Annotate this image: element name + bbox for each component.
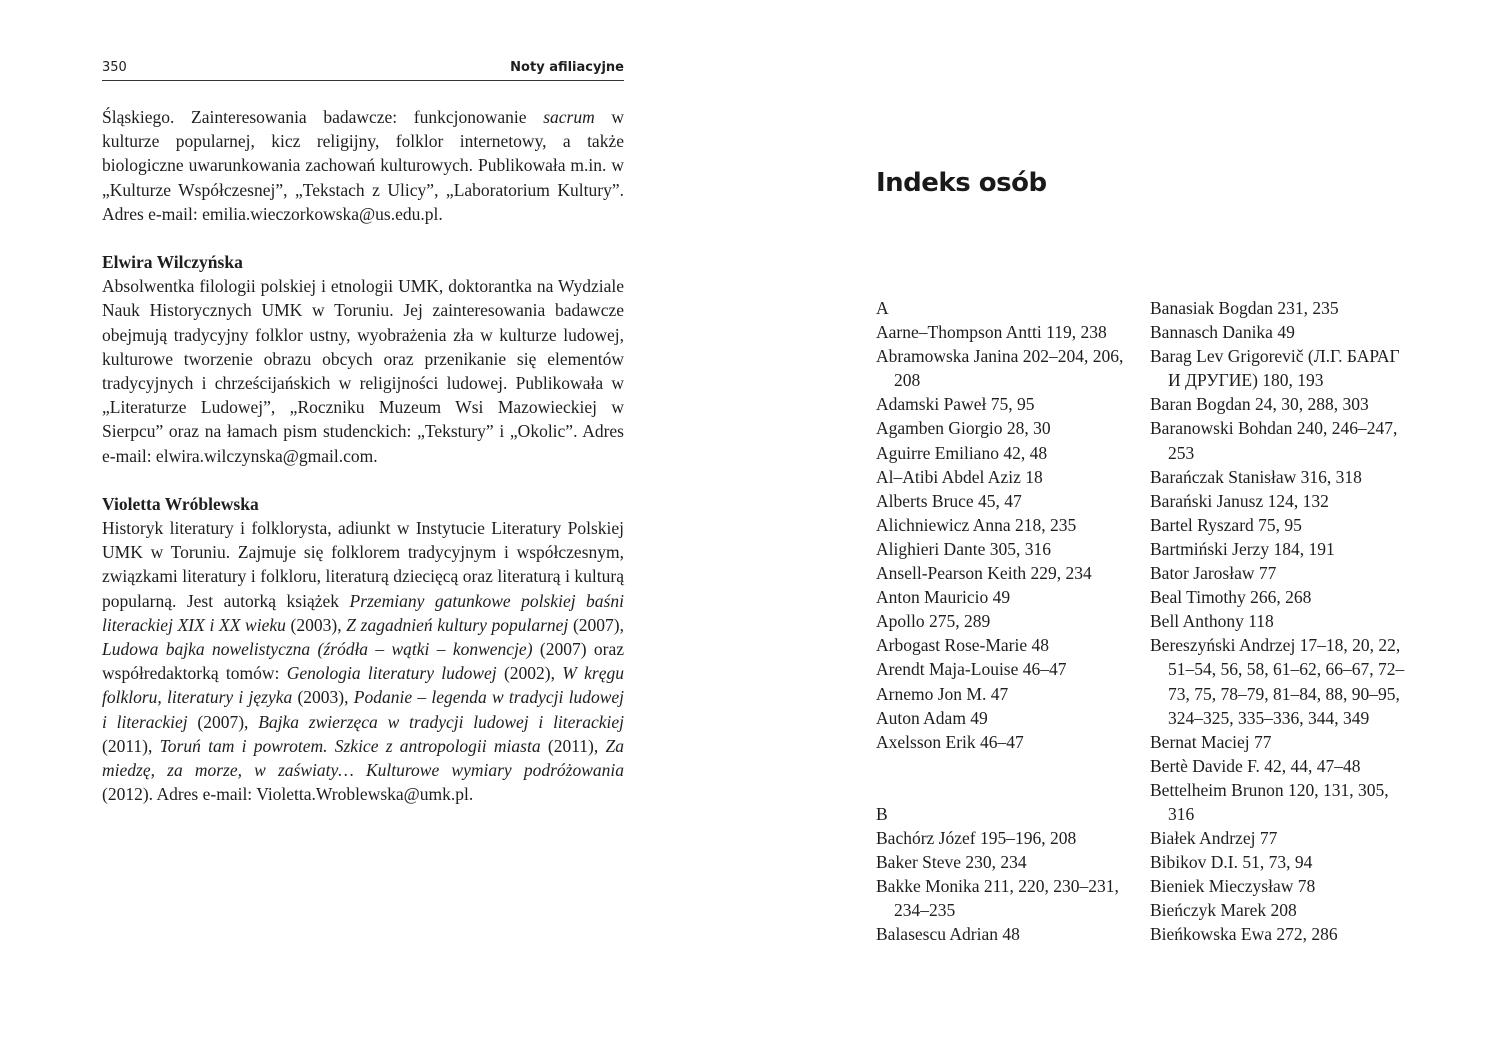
index-entry: Alichniewicz Anna 218, 235 [876, 514, 1077, 535]
index-entry: Agamben Giorgio 28, 30 [876, 418, 1051, 439]
index-entry: Axelsson Erik 46–47 [876, 731, 1024, 752]
index-letter-a: A [876, 298, 889, 318]
index-entry: Bernat Maciej 77 [1150, 731, 1272, 752]
index-entry: Balasescu Adrian 48 [876, 924, 1020, 945]
index-entry: Arnemo Jon M. 47 [876, 683, 1009, 704]
index-entry: Barańczak Stanisław 316, 318 [1150, 466, 1362, 487]
index-entry: Aguirre Emiliano 42, 48 [876, 442, 1048, 463]
index-entry: Auton Adam 49 [876, 707, 988, 728]
intro-paragraph: Śląskiego. Zainteresowania badawcze: funkcjonowanie sacrum w kulturze popularnej, kicz religijny, folklor internetowy, a także biologiczne uwarunkowania zachowań kulturowych. Publikowała m.in. w „Kulturze Współczesnej”, „Tekstach z Ulicy”, „Laboratorium Kultury”. Adres e-mail: emilia.wieczorkowska@us.edu.pl. [102, 107, 624, 224]
right-page [876, 0, 1416, 1052]
index-entry: Bettelheim Brunon 120, 131, 305, 316 [1150, 779, 1389, 824]
index-column-1 [876, 296, 1138, 946]
index-letter-b: B [876, 803, 888, 824]
index-entry: Aarne–Thompson Antti 119, 238 [876, 322, 1107, 343]
left-page [102, 58, 624, 806]
index-entry: Bakke Monika 211, 220, 230–231, 234–235 [876, 876, 1119, 921]
index-entry: Barański Janusz 124, 132 [1150, 490, 1329, 511]
index-entry: Baran Bogdan 24, 30, 288, 303 [1150, 394, 1369, 415]
index-entry: Bibikov D.I. 51, 73, 94 [1150, 852, 1313, 873]
index-entry: Bartel Ryszard 75, 95 [1150, 514, 1302, 535]
affiliation-notes [102, 105, 624, 806]
index-entry: Bannasch Danika 49 [1150, 322, 1295, 343]
index-entry: Baranowski Bohdan 240, 246–247, 253 [1150, 418, 1398, 463]
index-entry: Abramowska Janina 202–204, 206, 208 [876, 346, 1124, 391]
index-entry: Anton Mauricio 49 [876, 587, 1011, 608]
index-entry: Bell Anthony 118 [1150, 611, 1274, 632]
note-wilczynska [102, 250, 624, 468]
author-name: Elwira Wilczyńska [102, 252, 243, 273]
index-entry: Alberts Bruce 45, 47 [876, 490, 1022, 511]
author-bio: Absolwentka filologii polskiej i etnologii UMK, doktorantka na Wydziale Nauk Historycznych UMK w Toruniu. Jej zainteresowania badawcze obejmują tradycyjny folklor ustny, wyobrażenia zła w kulturze ludowej, kulturowe tworzenie obrazu obcych oraz przenikanie się elementów tradycyjnych i chrześcijańskich w religijności ludowej. Publikowała w „Literaturze Ludowej”, „Roczniku Muzeum Wsi Mazowieckiej w Sierpcu” oraz na łamach pism studenckich: „Tekstury” i „Okolic”. Adres e-mail: elwira.wilczynska@gmail.com. [102, 276, 624, 466]
index-entry: Bertè Davide F. 42, 44, 47–48 [1150, 755, 1361, 776]
letter-spacer [876, 754, 1138, 802]
index-entry: Białek Andrzej 77 [1150, 828, 1278, 849]
index-entry: Barag Lev Grigorevič (Л.Г. БАРАГ И ДРУГИЕ) 180, 193 [1150, 346, 1400, 391]
index-entry: Ansell-Pearson Keith 229, 234 [876, 563, 1092, 584]
index-entry: Arbogast Rose-Marie 48 [876, 635, 1050, 656]
index-entry: Bieńkowska Ewa 272, 286 [1150, 924, 1338, 945]
author-bio: Historyk literatury i folklorysta, adiunkt w Instytucie Literatury Polskiej UMK w Toruniu. Zajmuje się folklorem tradycyjnym i współczesnym, związkami literatury i folkloru, literaturą dziecięcą oraz literaturą i kulturą popularną. Jest autorką książek Przemiany gatunkowe polskiej baśni literackiej XIX i XX wieku (2003), Z zagadnień kultury popularnej (2007), Ludowa bajka nowelistyczna (źródła – wątki – konwencje) (2007) oraz współredaktorką tomów: Genologia literatury ludowej (2002), W kręgu folkloru, literatury i języka (2003), Podanie – legenda w tradycji ludowej i literackiej (2007), Bajka zwierzęca w tradycji ludowej i literackiej (2011), Toruń tam i powrotem. Szkice z antropologii miasta (2011), Za miedzę, za morze, w zaświaty… Kulturowe wymiary podróżowania (2012). Adres e-mail: Violetta.Wroblewska@umk.pl. [102, 518, 625, 805]
index-entry: Bachórz Józef 195–196, 208 [876, 827, 1077, 848]
index-entry: Beal Timothy 266, 268 [1150, 587, 1312, 608]
index-entry: Baker Steve 230, 234 [876, 851, 1027, 872]
index-entry: Al–Atibi Abdel Aziz 18 [876, 466, 1043, 487]
author-name: Violetta Wróblewska [102, 493, 259, 514]
index-entry: Arendt Maja-Louise 46–47 [876, 659, 1067, 680]
index-entry: Bereszyński Andrzej 17–18, 20, 22, 51–54, 56, 58, 61–62, 66–67, 72–73, 75, 78–79, 81–84, 88, 90–95, 324–325, 335–336, 344, 349 [1150, 635, 1405, 728]
index-entry: Banasiak Bogdan 231, 235 [1150, 298, 1339, 318]
running-header [102, 58, 624, 81]
index-entry: Bieńczyk Marek 208 [1150, 900, 1297, 921]
index-entry: Bator Jarosław 77 [1150, 563, 1277, 584]
index-entry: Bartmiński Jerzy 184, 191 [1150, 538, 1335, 559]
index-entry: Alighieri Dante 305, 316 [876, 538, 1051, 559]
index-entry: Apollo 275, 289 [876, 611, 991, 632]
page-number: 350 [102, 60, 127, 75]
index-column-2 [1150, 296, 1406, 947]
section-title: Noty afiliacyjne [510, 60, 624, 75]
note-wroblewska [102, 492, 624, 807]
index-title: Indeks osób [876, 168, 1047, 198]
index-entry: Bieniek Mieczysław 78 [1150, 876, 1316, 897]
index-entry: Adamski Paweł 75, 95 [876, 394, 1035, 415]
